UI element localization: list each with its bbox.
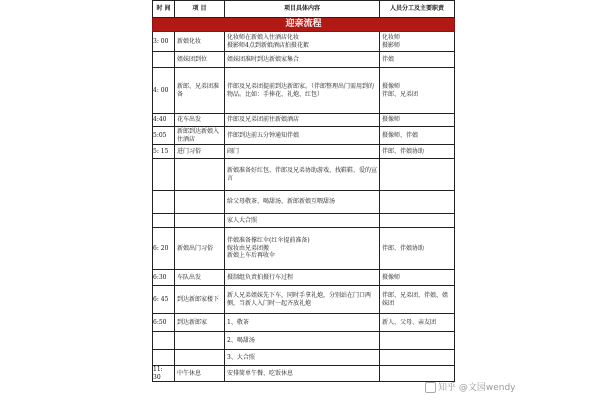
item-cell [175, 332, 225, 350]
time-cell: 4: 00 [153, 68, 175, 114]
content-cell: 家人大合照 [225, 214, 380, 228]
content-cell: 3、大合照 [225, 350, 380, 366]
staff-cell: 伴郎、兄弟团、伴娘、姐妹团 [380, 286, 455, 314]
watermark-text: 知乎 @文园wendy [438, 383, 516, 393]
time-cell [153, 350, 175, 366]
time-cell: 6:30 [153, 270, 175, 286]
table-row [153, 228, 455, 270]
time-cell: 4:40 [153, 114, 175, 127]
schedule-table [152, 0, 455, 382]
content-cell: 新人兄弟姐妹先下车，同时手拿礼炮，分别站在门口两侧，当新人入门时一起齐放礼炮 [225, 286, 380, 314]
table-row [153, 68, 455, 114]
item-cell: 车队出发 [175, 270, 225, 286]
time-cell: 6: 20 [153, 228, 175, 270]
item-cell: 新娘出门习俗 [175, 228, 225, 270]
content-cell: 闹门 [225, 145, 380, 159]
table-row [153, 214, 455, 228]
table-row [153, 366, 455, 382]
content-cell: 伴郎及兄弟团提前到达新郎家。（伴郎整理出门需用到的物品。比如：手捧花、礼炮、红包） [225, 68, 380, 114]
item-cell: 进门习俗 [175, 145, 225, 159]
time-cell [153, 159, 175, 191]
item-cell: 花车出发 [175, 114, 225, 127]
content-cell: 伴娘准备撑红伞(红伞提前准备) 嫁妆由兄弟团搬 新娘上车后再收伞 [225, 228, 380, 270]
table-row [153, 159, 455, 191]
table-row [153, 314, 455, 332]
content-cell: 安排简单午餐、吃饭休息 [225, 366, 380, 382]
time-cell: 11: 30 [153, 366, 175, 382]
staff-cell: 伴郎、伴娘协助 [380, 145, 455, 159]
time-cell: 6:50 [153, 314, 175, 332]
time-cell: 6: 45 [153, 286, 175, 314]
content-cell: 给父母敬茶、喝甜汤、新郎新娘互喂甜汤 [225, 191, 380, 214]
zhihu-logo-icon [425, 382, 436, 393]
staff-cell [380, 191, 455, 214]
table-row [153, 127, 455, 145]
staff-cell: 摄像师 [380, 270, 455, 286]
time-cell: 5: 15 [153, 145, 175, 159]
item-cell: 新郎、兄弟团准备 [175, 68, 225, 114]
staff-cell: 新人、父母、亲友团 [380, 314, 455, 332]
staff-cell: 伴郎、伴娘协助 [380, 228, 455, 270]
time-cell: 5:05 [153, 127, 175, 145]
time-cell [153, 214, 175, 228]
header-item: 项 目 [175, 1, 225, 18]
content-cell: 新娘准备好红包、伴郎及兄弟协助游戏、找鞋鞋、爱的宣言 [225, 159, 380, 191]
item-cell: 姐妹团到位 [175, 52, 225, 68]
item-cell: 到达新郎家 [175, 314, 225, 332]
item-cell: 新娘化妆 [175, 32, 225, 52]
header-content: 项目具体内容 [225, 1, 380, 18]
item-cell [175, 191, 225, 214]
time-cell [153, 52, 175, 68]
staff-cell [380, 214, 455, 228]
time-cell [153, 332, 175, 350]
table-row [153, 350, 455, 366]
staff-cell: 摄像师 [380, 114, 455, 127]
content-cell: 2、喝甜汤 [225, 332, 380, 350]
staff-cell [380, 332, 455, 350]
content-cell: 摄制组负责拍摄行车过程 [225, 270, 380, 286]
table-row [153, 270, 455, 286]
content-cell: 1、敬茶 [225, 314, 380, 332]
header-staff: 人员分工及主要职责 [380, 1, 455, 18]
staff-cell: 化妆师 摄影师 [380, 32, 455, 52]
table-row [153, 114, 455, 127]
section-title: 迎亲流程 [153, 18, 455, 32]
content-cell: 伴郎及兄弟团前往新娘酒店 [225, 114, 380, 127]
item-cell [175, 350, 225, 366]
item-cell: 新郎到达新娘入住酒店 [175, 127, 225, 145]
header-time: 时 间 [153, 1, 175, 18]
staff-cell: 摄像师 伴郎、兄弟团 [380, 68, 455, 114]
table-row [153, 332, 455, 350]
item-cell: 到达新郎家楼下 [175, 286, 225, 314]
header-row [153, 1, 455, 18]
watermark [425, 380, 516, 393]
time-cell [153, 191, 175, 214]
table-row [153, 286, 455, 314]
item-cell: 中午休息 [175, 366, 225, 382]
table-row [153, 145, 455, 159]
staff-cell [380, 159, 455, 191]
table-row [153, 32, 455, 52]
table-row [153, 191, 455, 214]
schedule-sheet [152, 0, 454, 400]
section-banner [153, 18, 455, 32]
table-row [153, 52, 455, 68]
staff-cell: 摄像师、伴娘 [380, 127, 455, 145]
staff-cell [380, 350, 455, 366]
item-cell [175, 214, 225, 228]
content-cell: 姐妹团准时到达新娘家集合 [225, 52, 380, 68]
content-cell: 伴郎到达前五分钟通知伴娘 [225, 127, 380, 145]
content-cell: 化妆师在新娘入住酒店化妆 摄影师4点到新娘酒店拍摄花絮 [225, 32, 380, 52]
item-cell [175, 159, 225, 191]
time-cell: 3: 00 [153, 32, 175, 52]
staff-cell: 伴娘 [380, 52, 455, 68]
